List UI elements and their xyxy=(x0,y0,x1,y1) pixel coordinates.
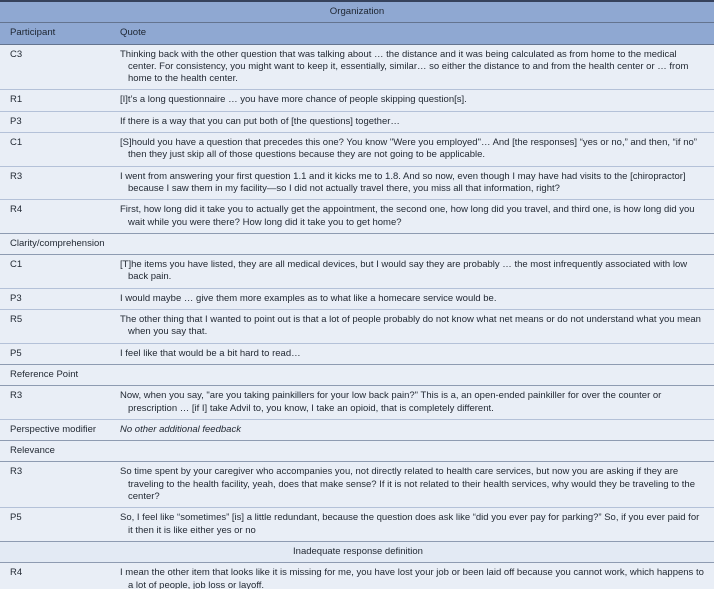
participant-cell: R5 xyxy=(0,310,110,344)
table-row xyxy=(0,200,714,234)
table-row xyxy=(0,419,714,440)
participant-cell: P5 xyxy=(0,343,110,364)
section-header-reference-point: Reference Point xyxy=(0,364,714,385)
table-row xyxy=(0,44,714,90)
quote-cell: I feel like that would be a bit hard to read… xyxy=(110,343,714,364)
participant-cell: R3 xyxy=(0,386,110,420)
table-title-row xyxy=(0,1,714,23)
section-header-row xyxy=(0,233,714,254)
table-row xyxy=(0,386,714,420)
quote-cell: [S]hould you have a question that precedes this one? You know "Were you employed"… And [the responses] “yes or no,” and then, “if no” then they just skip all of those questions because they are not going to be applicable. xyxy=(110,133,714,167)
table-row xyxy=(0,133,714,167)
quote-cell: First, how long did it take you to actually get the appointment, the second one, how long did you travel, and third one, is how long did you wait while you were there? How long did it take you to get home? xyxy=(110,200,714,234)
quote-cell: [I]t’s a long questionnaire … you have more chance of people skipping question[s]. xyxy=(110,90,714,111)
table-row xyxy=(0,462,714,508)
category-header-row xyxy=(0,541,714,562)
column-header-row xyxy=(0,23,714,44)
participant-cell: C1 xyxy=(0,133,110,167)
table-row xyxy=(0,111,714,132)
table-row xyxy=(0,508,714,542)
category-header-inadequate-response-definition: Inadequate response definition xyxy=(0,541,714,562)
participant-cell: P3 xyxy=(0,111,110,132)
quote-cell: Thinking back with the other question that was talking about … the distance and it was being calculated as from home to the medical center. For consistency, you might want to keep it, essentially, similar… so either the distance to and from the health center or … from home to the health center. xyxy=(110,44,714,90)
section-header-relevance: Relevance xyxy=(0,441,714,462)
participant-cell: R3 xyxy=(0,462,110,508)
table-body xyxy=(0,44,714,589)
participant-cell: P5 xyxy=(0,508,110,542)
participant-cell: C3 xyxy=(0,44,110,90)
quote-cell: So, I feel like “sometimes” [is] a little redundant, because the question does ask like “did you ever pay for parking?” So, if you ever paid for it then it is like either yes or no xyxy=(110,508,714,542)
section-header-row xyxy=(0,441,714,462)
quote-cell-no-feedback-note: No other additional feedback xyxy=(110,419,714,440)
col-header-participant: Participant xyxy=(0,23,110,44)
quote-cell: So time spent by your caregiver who accompanies you, not directly related to health care services, but now you are asking if they are traveling to the health facility, yeah, does that make sense? If it is not related to their health services, why would they be traveling to the center? xyxy=(110,462,714,508)
participant-cell: R3 xyxy=(0,166,110,200)
participant-cell: R4 xyxy=(0,563,110,589)
participant-cell: C1 xyxy=(0,255,110,289)
table-row xyxy=(0,90,714,111)
participant-cell: P3 xyxy=(0,288,110,309)
table-row xyxy=(0,288,714,309)
participant-cell: R4 xyxy=(0,200,110,234)
quote-cell: [T]he items you have listed, they are all medical devices, but I would say they are probably … the most infrequently associated with low back pain. xyxy=(110,255,714,289)
section-header-clarity: Clarity/comprehension xyxy=(0,233,714,254)
quote-cell: I would maybe … give them more examples as to what like a homecare service would be. xyxy=(110,288,714,309)
table-row xyxy=(0,563,714,589)
quote-cell: I went from answering your first question 1.1 and it kicks me to 1.8. And so now, even though I may have had visits to the [chiropractor] because I saw them in my facility—so I did not actually travel there, you miss all that information, right? xyxy=(110,166,714,200)
table-row xyxy=(0,255,714,289)
table-row xyxy=(0,310,714,344)
quote-cell: I mean the other item that looks like it is missing for me, you have lost your job or been laid off because you cannot work, which happens to a lot of people, job loss or layoff. xyxy=(110,563,714,589)
quote-cell: The other thing that I wanted to point out is that a lot of people probably do not know what net means or do not understand what you mean when you say that. xyxy=(110,310,714,344)
quote-cell: If there is a way that you can put both of [the questions] together… xyxy=(110,111,714,132)
table-row xyxy=(0,166,714,200)
col-header-quote: Quote xyxy=(110,23,714,44)
participant-cell-perspective-modifier: Perspective modifier xyxy=(0,419,110,440)
table-row xyxy=(0,343,714,364)
participant-cell: R1 xyxy=(0,90,110,111)
section-header-row xyxy=(0,364,714,385)
table-header xyxy=(0,1,714,44)
quote-cell: Now, when you say, "are you taking painkillers for your low back pain?" This is a, an open-ended painkiller for over the counter or prescription … [if I] take Advil to, you know, I take an opioid, that is completely different. xyxy=(110,386,714,420)
table-title: Organization xyxy=(0,1,714,23)
